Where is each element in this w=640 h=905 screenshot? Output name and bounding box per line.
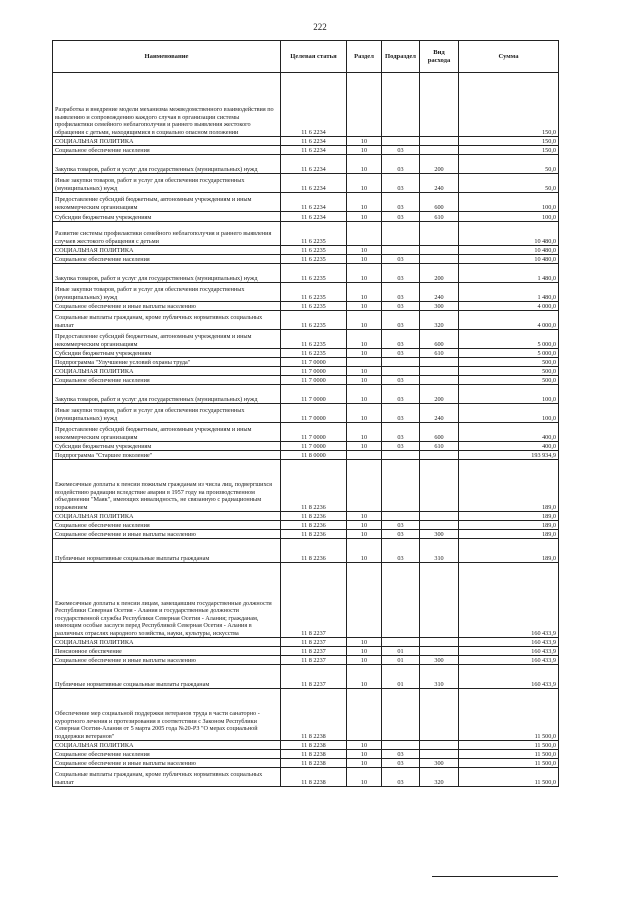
- table-row: [53, 647, 559, 656]
- cell-name: Предоставление субсидий бюджетным, автономным учреждениям и иным некоммерческим организациям: [53, 423, 281, 442]
- cell-name: Обеспечение мер социальной поддержки ветеранов труда в части санаторно - курортного лечения и протезирования в соответствии с Законом Республики Северная Осетия-Алания от 5 марта 2005 года №20-РЗ "О мерах социальной поддержки ветеранов": [53, 689, 281, 741]
- cell-section: 10: [347, 174, 382, 193]
- cell-target-code: 11 6 2235: [281, 264, 347, 283]
- cell-section: 10: [347, 530, 382, 539]
- header-sum: Сумма: [459, 41, 559, 73]
- table-header-row: [53, 41, 559, 73]
- cell-target-code: 11 8 2238: [281, 768, 347, 787]
- cell-section: 10: [347, 647, 382, 656]
- footer-rule: [432, 876, 558, 877]
- cell-target-code: 11 8 2237: [281, 665, 347, 689]
- cell-sum: 189,0: [459, 460, 559, 512]
- cell-sum: 189,0: [459, 521, 559, 530]
- table-row: [53, 246, 559, 255]
- cell-target-code: 11 7 0000: [281, 367, 347, 376]
- cell-expense-type: 320: [420, 768, 459, 787]
- cell-expense-type: [420, 246, 459, 255]
- cell-name: Иные закупки товаров, работ и услуг для обеспечения государственных (муниципальных) нужд: [53, 283, 281, 302]
- cell-subsection: 03: [382, 255, 420, 264]
- cell-expense-type: 600: [420, 193, 459, 212]
- cell-name: Разработка и внедрение модели механизма межведомственного взаимодействия по выявлению и сопровождению каждого случая в организации системы профилактики семейного неблагополучия и раннего выявления жестокого обращения с детьми, находящимися в социально опасном положении: [53, 73, 281, 137]
- cell-section: [347, 222, 382, 246]
- cell-subsection: [382, 451, 420, 460]
- cell-subsection: 03: [382, 750, 420, 759]
- cell-name: Развитие системы профилактики семейного неблагополучия и раннего выявления случаев жестокого обращения с детьми: [53, 222, 281, 246]
- table-row: [53, 311, 559, 330]
- cell-name: Субсидии бюджетным учреждениям: [53, 442, 281, 451]
- cell-name: Закупка товаров, работ и услуг для государственных (муниципальных) нужд: [53, 155, 281, 174]
- cell-expense-type: [420, 647, 459, 656]
- cell-target-code: 11 6 2235: [281, 302, 347, 311]
- table-row: [53, 423, 559, 442]
- cell-subsection: [382, 689, 420, 741]
- cell-expense-type: 240: [420, 174, 459, 193]
- cell-sum: 100,0: [459, 404, 559, 423]
- cell-name: Социальное обеспечение населения: [53, 750, 281, 759]
- cell-target-code: 11 8 2238: [281, 759, 347, 768]
- cell-target-code: 11 8 0000: [281, 451, 347, 460]
- cell-expense-type: [420, 460, 459, 512]
- cell-expense-type: [420, 73, 459, 137]
- cell-sum: 400,0: [459, 423, 559, 442]
- cell-section: 10: [347, 212, 382, 222]
- cell-name: СОЦИАЛЬНАЯ ПОЛИТИКА: [53, 137, 281, 146]
- cell-sum: 160 433,9: [459, 563, 559, 638]
- table-row: [53, 638, 559, 647]
- cell-section: 10: [347, 255, 382, 264]
- table-row: [53, 358, 559, 367]
- cell-section: [347, 460, 382, 512]
- table-row: [53, 255, 559, 264]
- table-row: [53, 212, 559, 222]
- cell-name: Закупка товаров, работ и услуг для государственных (муниципальных) нужд: [53, 385, 281, 404]
- cell-expense-type: 300: [420, 759, 459, 768]
- cell-name: СОЦИАЛЬНАЯ ПОЛИТИКА: [53, 741, 281, 750]
- cell-section: 10: [347, 146, 382, 155]
- cell-section: 10: [347, 741, 382, 750]
- cell-subsection: 03: [382, 212, 420, 222]
- cell-target-code: 11 6 2234: [281, 174, 347, 193]
- cell-subsection: 03: [382, 264, 420, 283]
- cell-sum: 160 433,9: [459, 665, 559, 689]
- cell-expense-type: 200: [420, 385, 459, 404]
- cell-sum: 500,0: [459, 367, 559, 376]
- cell-sum: 11 500,0: [459, 768, 559, 787]
- table-row: [53, 451, 559, 460]
- cell-name: Иные закупки товаров, работ и услуг для обеспечения государственных (муниципальных) нужд: [53, 404, 281, 423]
- cell-subsection: 03: [382, 521, 420, 530]
- cell-subsection: 03: [382, 311, 420, 330]
- table-row: [53, 768, 559, 787]
- cell-sum: 11 500,0: [459, 759, 559, 768]
- cell-sum: 150,0: [459, 146, 559, 155]
- cell-name: Социальное обеспечение населения: [53, 521, 281, 530]
- cell-section: 10: [347, 137, 382, 146]
- cell-section: 10: [347, 302, 382, 311]
- cell-name: Ежемесячные доплаты к пенсии лицам, замещавшим государственные должности Республики Северная Осетия - Алания и государственные должности государственной службы Республики Северная Осетия - Алания; гражданам, имеющим особые заслуги перед Республикой Северная Осетия - Алания в различных отраслях народного хозяйства, науки, культуры, искусства: [53, 563, 281, 638]
- cell-subsection: 03: [382, 174, 420, 193]
- table-row: [53, 330, 559, 349]
- cell-subsection: 03: [382, 539, 420, 563]
- cell-expense-type: 300: [420, 302, 459, 311]
- cell-subsection: [382, 638, 420, 647]
- cell-name: СОЦИАЛЬНАЯ ПОЛИТИКА: [53, 638, 281, 647]
- cell-target-code: 11 6 2234: [281, 146, 347, 155]
- cell-subsection: [382, 137, 420, 146]
- cell-name: Социальные выплаты гражданам, кроме публичных нормативных социальных выплат: [53, 311, 281, 330]
- cell-expense-type: 320: [420, 311, 459, 330]
- cell-expense-type: [420, 358, 459, 367]
- cell-name: Иные закупки товаров, работ и услуг для обеспечения государственных (муниципальных) нужд: [53, 174, 281, 193]
- cell-name: Публичные нормативные социальные выплаты гражданам: [53, 665, 281, 689]
- page-number: 222: [313, 22, 327, 32]
- cell-expense-type: 600: [420, 423, 459, 442]
- cell-section: 10: [347, 423, 382, 442]
- cell-target-code: 11 6 2234: [281, 73, 347, 137]
- cell-sum: 4 000,0: [459, 311, 559, 330]
- table-row: [53, 656, 559, 665]
- cell-section: 10: [347, 330, 382, 349]
- table-row: [53, 155, 559, 174]
- cell-target-code: 11 6 2234: [281, 137, 347, 146]
- table-row: [53, 689, 559, 741]
- header-section: Раздел: [347, 41, 382, 73]
- cell-subsection: 03: [382, 283, 420, 302]
- table-row: [53, 264, 559, 283]
- table-row: [53, 174, 559, 193]
- cell-expense-type: [420, 451, 459, 460]
- cell-target-code: 11 7 0000: [281, 376, 347, 385]
- cell-section: [347, 451, 382, 460]
- cell-target-code: 11 8 2236: [281, 539, 347, 563]
- cell-name: Социальное обеспечение населения: [53, 146, 281, 155]
- cell-subsection: 03: [382, 349, 420, 358]
- cell-sum: 160 433,9: [459, 647, 559, 656]
- cell-expense-type: 310: [420, 539, 459, 563]
- cell-sum: 50,0: [459, 155, 559, 174]
- cell-target-code: 11 6 2235: [281, 246, 347, 255]
- header-type: Вид расхода: [420, 41, 459, 73]
- cell-subsection: 03: [382, 442, 420, 451]
- cell-section: 10: [347, 376, 382, 385]
- cell-target-code: 11 6 2234: [281, 193, 347, 212]
- cell-subsection: [382, 460, 420, 512]
- cell-target-code: 11 6 2234: [281, 155, 347, 174]
- cell-section: [347, 563, 382, 638]
- table-row: [53, 283, 559, 302]
- cell-section: [347, 689, 382, 741]
- cell-target-code: 11 7 0000: [281, 358, 347, 367]
- cell-target-code: 11 6 2235: [281, 283, 347, 302]
- cell-subsection: 01: [382, 647, 420, 656]
- table-row: [53, 222, 559, 246]
- table-row: [53, 302, 559, 311]
- cell-target-code: 11 8 2237: [281, 647, 347, 656]
- cell-target-code: 11 8 2238: [281, 741, 347, 750]
- cell-name: Субсидии бюджетным учреждениям: [53, 212, 281, 222]
- cell-sum: 5 000,0: [459, 349, 559, 358]
- cell-sum: 5 000,0: [459, 330, 559, 349]
- cell-sum: 189,0: [459, 530, 559, 539]
- cell-section: 10: [347, 385, 382, 404]
- cell-expense-type: 610: [420, 442, 459, 451]
- cell-expense-type: [420, 563, 459, 638]
- cell-name: Подпрограмма "Старшее поколение": [53, 451, 281, 460]
- cell-expense-type: 300: [420, 656, 459, 665]
- cell-name: СОЦИАЛЬНАЯ ПОЛИТИКА: [53, 246, 281, 255]
- cell-expense-type: 240: [420, 404, 459, 423]
- table-body: [53, 73, 559, 787]
- cell-expense-type: [420, 689, 459, 741]
- cell-section: 10: [347, 442, 382, 451]
- table-row: [53, 73, 559, 137]
- cell-sum: 10 480,0: [459, 255, 559, 264]
- cell-expense-type: [420, 367, 459, 376]
- cell-target-code: 11 8 2236: [281, 530, 347, 539]
- cell-target-code: 11 6 2235: [281, 349, 347, 358]
- cell-subsection: 03: [382, 376, 420, 385]
- cell-sum: 11 500,0: [459, 741, 559, 750]
- cell-subsection: 03: [382, 530, 420, 539]
- cell-sum: 1 480,0: [459, 264, 559, 283]
- cell-name: Ежемесячные доплаты к пенсии пожилым гражданам из числа лиц, подвергшихся воздействию радиации вследствие аварии в 1957 году на производственном объединении "Маяк", имеющих инвалидность, не связанную с радиационным поражением: [53, 460, 281, 512]
- table-row: [53, 146, 559, 155]
- cell-target-code: 11 8 2236: [281, 521, 347, 530]
- cell-section: 10: [347, 768, 382, 787]
- cell-sum: 100,0: [459, 385, 559, 404]
- cell-target-code: 11 6 2235: [281, 330, 347, 349]
- cell-sum: 500,0: [459, 358, 559, 367]
- cell-subsection: [382, 246, 420, 255]
- cell-expense-type: 240: [420, 283, 459, 302]
- cell-subsection: 03: [382, 155, 420, 174]
- table-row: [53, 530, 559, 539]
- cell-expense-type: [420, 521, 459, 530]
- cell-subsection: 03: [382, 385, 420, 404]
- cell-expense-type: [420, 741, 459, 750]
- cell-section: 10: [347, 283, 382, 302]
- cell-subsection: 03: [382, 759, 420, 768]
- cell-section: 10: [347, 264, 382, 283]
- cell-expense-type: [420, 255, 459, 264]
- cell-subsection: [382, 222, 420, 246]
- cell-expense-type: 200: [420, 155, 459, 174]
- table-row: [53, 376, 559, 385]
- cell-sum: 50,0: [459, 174, 559, 193]
- cell-sum: 4 000,0: [459, 302, 559, 311]
- cell-sum: 100,0: [459, 212, 559, 222]
- table-row: [53, 759, 559, 768]
- cell-sum: 160 433,9: [459, 638, 559, 647]
- cell-section: 10: [347, 367, 382, 376]
- cell-name: СОЦИАЛЬНАЯ ПОЛИТИКА: [53, 512, 281, 521]
- cell-target-code: 11 7 0000: [281, 404, 347, 423]
- header-name: Наименование: [53, 41, 281, 73]
- cell-name: Закупка товаров, работ и услуг для государственных (муниципальных) нужд: [53, 264, 281, 283]
- table-row: [53, 741, 559, 750]
- cell-expense-type: [420, 512, 459, 521]
- cell-sum: 10 480,0: [459, 222, 559, 246]
- cell-sum: 11 500,0: [459, 689, 559, 741]
- cell-section: 10: [347, 512, 382, 521]
- table-row: [53, 367, 559, 376]
- table-row: [53, 193, 559, 212]
- cell-section: [347, 73, 382, 137]
- cell-target-code: 11 6 2234: [281, 212, 347, 222]
- cell-target-code: 11 8 2237: [281, 638, 347, 647]
- cell-section: 10: [347, 750, 382, 759]
- cell-sum: 500,0: [459, 376, 559, 385]
- cell-sum: 1 480,0: [459, 283, 559, 302]
- cell-target-code: 11 7 0000: [281, 442, 347, 451]
- cell-target-code: 11 8 2238: [281, 750, 347, 759]
- cell-expense-type: [420, 638, 459, 647]
- cell-sum: 400,0: [459, 442, 559, 451]
- cell-subsection: 01: [382, 656, 420, 665]
- cell-subsection: 01: [382, 665, 420, 689]
- cell-subsection: [382, 741, 420, 750]
- cell-expense-type: [420, 222, 459, 246]
- table-row: [53, 512, 559, 521]
- cell-name: Социальное обеспечение и иные выплаты населению: [53, 530, 281, 539]
- cell-target-code: 11 8 2237: [281, 563, 347, 638]
- cell-section: 10: [347, 638, 382, 647]
- cell-sum: 160 433,9: [459, 656, 559, 665]
- cell-subsection: [382, 563, 420, 638]
- cell-section: 10: [347, 193, 382, 212]
- cell-subsection: 03: [382, 330, 420, 349]
- budget-table: [52, 40, 559, 787]
- cell-subsection: [382, 358, 420, 367]
- cell-name: Социальное обеспечение и иные выплаты населению: [53, 759, 281, 768]
- cell-expense-type: 300: [420, 530, 459, 539]
- table-row: [53, 750, 559, 759]
- cell-section: [347, 358, 382, 367]
- cell-sum: 150,0: [459, 73, 559, 137]
- cell-expense-type: 610: [420, 349, 459, 358]
- cell-target-code: 11 7 0000: [281, 385, 347, 404]
- cell-expense-type: [420, 146, 459, 155]
- cell-subsection: 03: [382, 302, 420, 311]
- cell-name: Социальное обеспечение и иные выплаты населению: [53, 302, 281, 311]
- cell-expense-type: [420, 750, 459, 759]
- cell-expense-type: 200: [420, 264, 459, 283]
- cell-subsection: 03: [382, 146, 420, 155]
- cell-sum: 189,0: [459, 512, 559, 521]
- cell-name: Предоставление субсидий бюджетным, автономным учреждениям и иным некоммерческим организациям: [53, 193, 281, 212]
- cell-target-code: 11 8 2236: [281, 460, 347, 512]
- cell-name: Социальные выплаты гражданам, кроме публичных нормативных социальных выплат: [53, 768, 281, 787]
- cell-expense-type: 600: [420, 330, 459, 349]
- cell-target-code: 11 6 2235: [281, 222, 347, 246]
- cell-section: 10: [347, 155, 382, 174]
- cell-section: 10: [347, 665, 382, 689]
- cell-name: Пенсионное обеспечение: [53, 647, 281, 656]
- cell-expense-type: 310: [420, 665, 459, 689]
- table-row: [53, 665, 559, 689]
- table-row: [53, 539, 559, 563]
- cell-name: СОЦИАЛЬНАЯ ПОЛИТИКА: [53, 367, 281, 376]
- cell-target-code: 11 8 2237: [281, 656, 347, 665]
- table-row: [53, 137, 559, 146]
- cell-section: 10: [347, 759, 382, 768]
- cell-name: Предоставление субсидий бюджетным, автономным учреждениям и иным некоммерческим организациям: [53, 330, 281, 349]
- cell-section: 10: [347, 521, 382, 530]
- cell-name: Субсидии бюджетным учреждениям: [53, 349, 281, 358]
- cell-section: 10: [347, 539, 382, 563]
- cell-section: 10: [347, 349, 382, 358]
- cell-section: 10: [347, 404, 382, 423]
- cell-section: 10: [347, 246, 382, 255]
- cell-name: Социальное обеспечение населения: [53, 255, 281, 264]
- cell-subsection: 03: [382, 193, 420, 212]
- cell-target-code: 11 6 2235: [281, 311, 347, 330]
- cell-section: 10: [347, 656, 382, 665]
- table-row: [53, 521, 559, 530]
- header-code: Целевая статья: [281, 41, 347, 73]
- cell-sum: 193 934,9: [459, 451, 559, 460]
- cell-subsection: [382, 512, 420, 521]
- cell-section: 10: [347, 311, 382, 330]
- cell-expense-type: [420, 376, 459, 385]
- cell-name: Публичные нормативные социальные выплаты гражданам: [53, 539, 281, 563]
- table-row: [53, 442, 559, 451]
- cell-sum: 10 480,0: [459, 246, 559, 255]
- cell-target-code: 11 7 0000: [281, 423, 347, 442]
- cell-target-code: 11 8 2238: [281, 689, 347, 741]
- cell-subsection: 03: [382, 768, 420, 787]
- cell-sum: 189,0: [459, 539, 559, 563]
- table-row: [53, 563, 559, 638]
- header-subsection: Подраздел: [382, 41, 420, 73]
- table-row: [53, 349, 559, 358]
- cell-name: Социальное обеспечение населения: [53, 376, 281, 385]
- table-row: [53, 385, 559, 404]
- cell-subsection: 03: [382, 404, 420, 423]
- cell-expense-type: [420, 137, 459, 146]
- cell-subsection: [382, 367, 420, 376]
- cell-name: Социальное обеспечение и иные выплаты населению: [53, 656, 281, 665]
- table-row: [53, 460, 559, 512]
- cell-name: Подпрограмма "Улучшение условий охраны труда": [53, 358, 281, 367]
- cell-sum: 100,0: [459, 193, 559, 212]
- cell-sum: 11 500,0: [459, 750, 559, 759]
- table-row: [53, 404, 559, 423]
- cell-subsection: [382, 73, 420, 137]
- cell-subsection: 03: [382, 423, 420, 442]
- cell-sum: 150,0: [459, 137, 559, 146]
- cell-target-code: 11 6 2235: [281, 255, 347, 264]
- cell-target-code: 11 8 2236: [281, 512, 347, 521]
- cell-expense-type: 610: [420, 212, 459, 222]
